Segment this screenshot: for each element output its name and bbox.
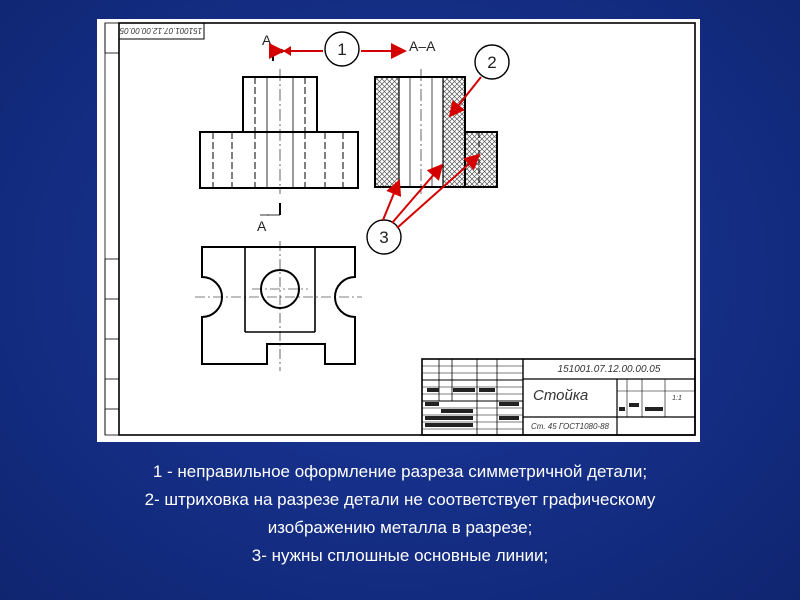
cut-mark-top	[273, 51, 285, 61]
title-block-material: Ст. 45 ГОСТ1080-88	[531, 422, 609, 431]
view-label-a-top: А	[262, 32, 272, 48]
caption-line-4: 3- нужны сплошные основные линии;	[251, 546, 549, 565]
callout-2	[475, 45, 509, 79]
caption-line-1: 1 - неправильное оформление разреза симметричной детали;	[152, 462, 648, 481]
caption	[40, 458, 760, 570]
front-view	[200, 69, 358, 194]
callout-3	[367, 220, 401, 254]
technical-drawing	[97, 19, 700, 442]
left-margin-column	[105, 23, 119, 435]
caption-line-2: 2- штриховка на разрезе детали не соответствует графическому	[144, 490, 656, 509]
title-block-part-name: Стойка	[533, 387, 589, 404]
technical-drawing-panel	[97, 19, 700, 442]
caption-line-3: изображению металла в разрезе;	[267, 518, 533, 537]
callout-1	[325, 32, 359, 66]
top-view	[195, 241, 362, 371]
top-stamp-text: 151001.07.12.00.00.05	[119, 26, 203, 35]
view-label-a-bottom: А	[257, 218, 267, 234]
svg-text:3: 3	[379, 228, 389, 247]
section-view	[375, 69, 497, 194]
svg-text:1: 1	[337, 40, 347, 59]
cut-mark-bottom	[260, 203, 280, 215]
svg-text:2: 2	[487, 53, 497, 72]
section-label-aa: А–А	[409, 38, 436, 54]
title-block-designation: 151001.07.12.00.00.05	[557, 364, 661, 375]
title-block-scale: 1:1	[672, 395, 682, 402]
